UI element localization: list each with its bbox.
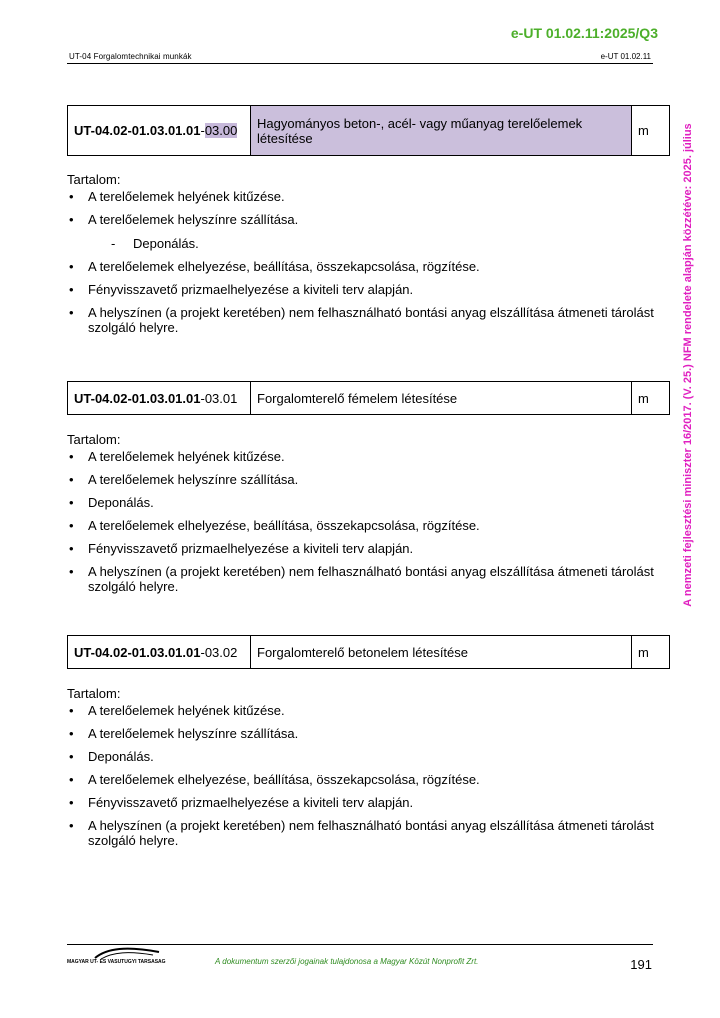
list-item: • A terelőelemek helyének kitűzése.	[69, 703, 285, 718]
list-item: • A helyszínen (a projekt keretében) nem felhasználható bontási anyag elszállítása átmeneti tárolást szolgáló helyre.	[69, 564, 654, 594]
content-list	[67, 449, 670, 594]
content-label: Tartalom:	[67, 432, 121, 447]
item-unit: m	[638, 644, 649, 660]
content-label: Tartalom:	[67, 172, 121, 187]
list-item: • A terelőelemek helyének kitűzése.	[69, 189, 285, 204]
code-table	[67, 381, 670, 415]
code-highlight: 03.00	[204, 123, 238, 138]
item-code: UT-04.02-01.03.01.01 - 03.00	[68, 106, 251, 155]
item-03-00	[67, 105, 670, 343]
copyright-notice: A dokumentum szerzői jogainak tulajdonosa a Magyar Közút Nonprofit Zrt.	[215, 957, 479, 966]
logo-swoosh-icon	[67, 946, 167, 960]
list-item: • A helyszínen (a projekt keretében) nem felhasználható bontási anyag elszállítása átmeneti tárolást szolgáló helyre.	[69, 305, 654, 335]
list-item: • Fényvisszavető prizmaelhelyezése a kiviteli terv alapján.	[69, 282, 414, 297]
header-section-title: UT-04 Forgalomtechnikai munkák	[69, 52, 192, 61]
content-list	[67, 189, 670, 335]
item-unit: m	[638, 390, 649, 406]
document-code: e-UT 01.02.11:2025/Q3	[510, 25, 658, 41]
item-name: Hagyományos beton-, acél- vagy műanyag terelőelemek létesítése	[251, 106, 632, 155]
list-item: • A terelőelemek helyszínre szállítása.	[69, 212, 299, 227]
logo-text: MAGYAR UT- ES VASUTUGYI TARSASAG	[67, 959, 166, 965]
list-item: • A terelőelemek helyszínre szállítása.	[69, 472, 299, 487]
item-code: UT-04.02-01.03.01.01 -03.01	[68, 382, 251, 414]
item-name: Forgalomterelő fémelem létesítése	[251, 382, 632, 414]
item-03-01	[67, 381, 670, 602]
society-logo	[67, 946, 167, 968]
list-subitem: - Deponálás.	[111, 236, 199, 251]
page-header	[67, 51, 653, 64]
list-item: • Deponálás.	[69, 749, 154, 764]
content-label: Tartalom:	[67, 686, 121, 701]
publication-note: A nemzeti fejlesztési miniszter 16/2017. (V. 25.) NFM rendelete alapján közzétéve: 2025. július	[682, 123, 694, 607]
item-03-02	[67, 635, 670, 856]
footer-divider	[67, 944, 653, 945]
header-doc-ref: e-UT 01.02.11	[600, 52, 651, 61]
list-item: • A terelőelemek elhelyezése, beállítása, összekapcsolása, rögzítése.	[69, 259, 480, 274]
code-table	[67, 105, 670, 156]
list-item: • A helyszínen (a projekt keretében) nem felhasználható bontási anyag elszállítása átmeneti tárolást szolgáló helyre.	[69, 818, 654, 848]
list-item: • Fényvisszavető prizmaelhelyezése a kiviteli terv alapján.	[69, 795, 414, 810]
page-number: 191	[630, 957, 652, 972]
list-item: • Deponálás.	[69, 495, 154, 510]
list-item: • A terelőelemek helyének kitűzése.	[69, 449, 285, 464]
item-code: UT-04.02-01.03.01.01 -03.02	[68, 636, 251, 668]
list-item: • A terelőelemek elhelyezése, beállítása, összekapcsolása, rögzítése.	[69, 518, 480, 533]
item-name: Forgalomterelő betonelem létesítése	[251, 636, 632, 668]
content-list	[67, 703, 670, 848]
code-table	[67, 635, 670, 669]
list-item: • A terelőelemek elhelyezése, beállítása, összekapcsolása, rögzítése.	[69, 772, 480, 787]
list-item: • Fényvisszavető prizmaelhelyezése a kiviteli terv alapján.	[69, 541, 414, 556]
item-unit: m	[638, 123, 649, 138]
list-item: • A terelőelemek helyszínre szállítása.	[69, 726, 299, 741]
